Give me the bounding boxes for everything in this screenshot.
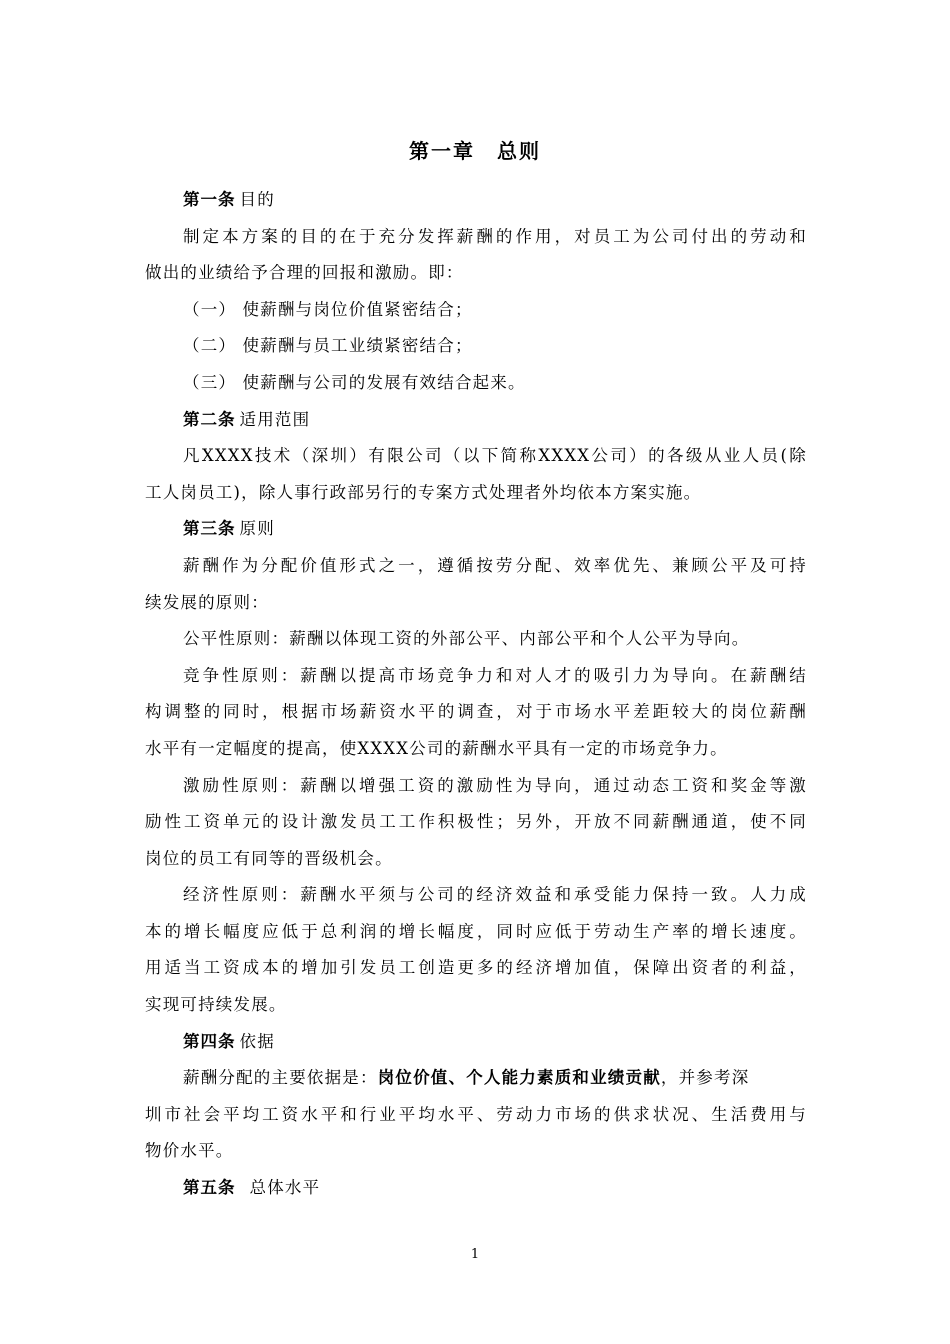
article-3-paragraph-line: 薪酬作为分配价值形式之一，遵循按劳分配、效率优先、兼顾公平及可持 [183, 555, 807, 575]
article-1-heading [145, 182, 807, 219]
article-4-paragraph-line [145, 1060, 807, 1097]
article-1-list-item: （三） 使薪酬与公司的发展有效结合起来。 [183, 372, 526, 392]
document-body [145, 182, 807, 1207]
article-2-label: 第二条 [183, 409, 236, 429]
article-1-paragraph-line: 做出的业绩给予合理的回报和激励。即： [145, 263, 464, 283]
article-3-heading [145, 511, 807, 548]
fairness-principle: 公平性原则：薪酬以体现工资的外部公平、内部公平和个人公平为导向。 [183, 629, 750, 649]
competitiveness-principle-line: 水平有一定幅度的提高，使XXXX公司的薪酬水平具有一定的市场竞争力。 [145, 738, 728, 758]
article-1-label: 第一条 [183, 190, 236, 209]
article-4-heading [145, 1024, 807, 1061]
incentive-principle-line: 励性工资单元的设计激发员工工作积极性；另外，开放不同薪酬通道，使不同 [145, 812, 807, 832]
article-5-label: 第五条 [183, 1178, 236, 1198]
article-1-list-item: （一） 使薪酬与岗位价值紧密结合； [183, 299, 473, 319]
article-1-title: 目的 [239, 190, 275, 209]
article-1-paragraph-line: 制定本方案的目的在于充分发挥薪酬的作用，对员工为公司付出的劳动和 [183, 226, 807, 246]
article-2-paragraph-line: 工人岗员工)，除人事行政部另行的专案方式处理者外均依本方案实施。 [145, 482, 702, 502]
basis-intro-text: 薪酬分配的主要依据是： [183, 1068, 378, 1088]
article-2-title: 适用范围 [239, 409, 311, 429]
economy-principle-line: 经济性原则：薪酬水平须与公司的经济效益和承受能力保持一致。人力成 [183, 885, 807, 905]
basis-continuation-text: ，并参考深 [660, 1068, 750, 1088]
economy-principle-line: 用适当工资成本的增加引发员工创造更多的经济增加值，保障出资者的利益， [145, 958, 807, 978]
article-4-title: 依据 [239, 1031, 275, 1051]
article-4-paragraph-line: 圳市社会平均工资水平和行业平均水平、劳动力市场的供求状况、生活费用与 [145, 1104, 807, 1124]
article-3-title: 原则 [239, 519, 275, 539]
competitiveness-principle-line: 竞争性原则：薪酬以提高市场竞争力和对人才的吸引力为导向。在薪酬结 [183, 665, 807, 685]
basis-key-factors: 岗位价值、个人能力素质和业绩贡献 [377, 1068, 661, 1088]
page-number: 1 [470, 1247, 480, 1262]
economy-principle-line: 本的增长幅度应低于总利润的增长幅度，同时应低于劳动生产率的增长速度。 [145, 921, 807, 941]
article-2-paragraph-line: 凡XXXX技术（深圳）有限公司（以下简称XXXX公司）的各级从业人员(除 [183, 446, 807, 466]
chapter-title: 第一章 总则 [409, 139, 541, 163]
article-4-paragraph-line: 物价水平。 [145, 1141, 234, 1161]
article-3-paragraph-line: 续发展的原则： [145, 592, 269, 612]
article-5-title: 总体水平 [249, 1178, 321, 1198]
article-2-heading [145, 402, 807, 439]
article-3-label: 第三条 [183, 519, 236, 539]
article-5-heading [145, 1170, 807, 1207]
competitiveness-principle-line: 构调整的同时，根据市场薪资水平的调查，对于市场水平差距较大的岗位薪酬 [145, 702, 807, 722]
article-4-label: 第四条 [183, 1031, 236, 1051]
economy-principle-line: 实现可持续发展。 [145, 995, 287, 1015]
incentive-principle-line: 激励性原则：薪酬以增强工资的激励性为导向，通过动态工资和奖金等激 [183, 775, 807, 795]
incentive-principle-line: 岗位的员工有同等的晋级机会。 [145, 848, 393, 868]
article-1-list-item: （二） 使薪酬与员工业绩紧密结合； [183, 336, 473, 356]
